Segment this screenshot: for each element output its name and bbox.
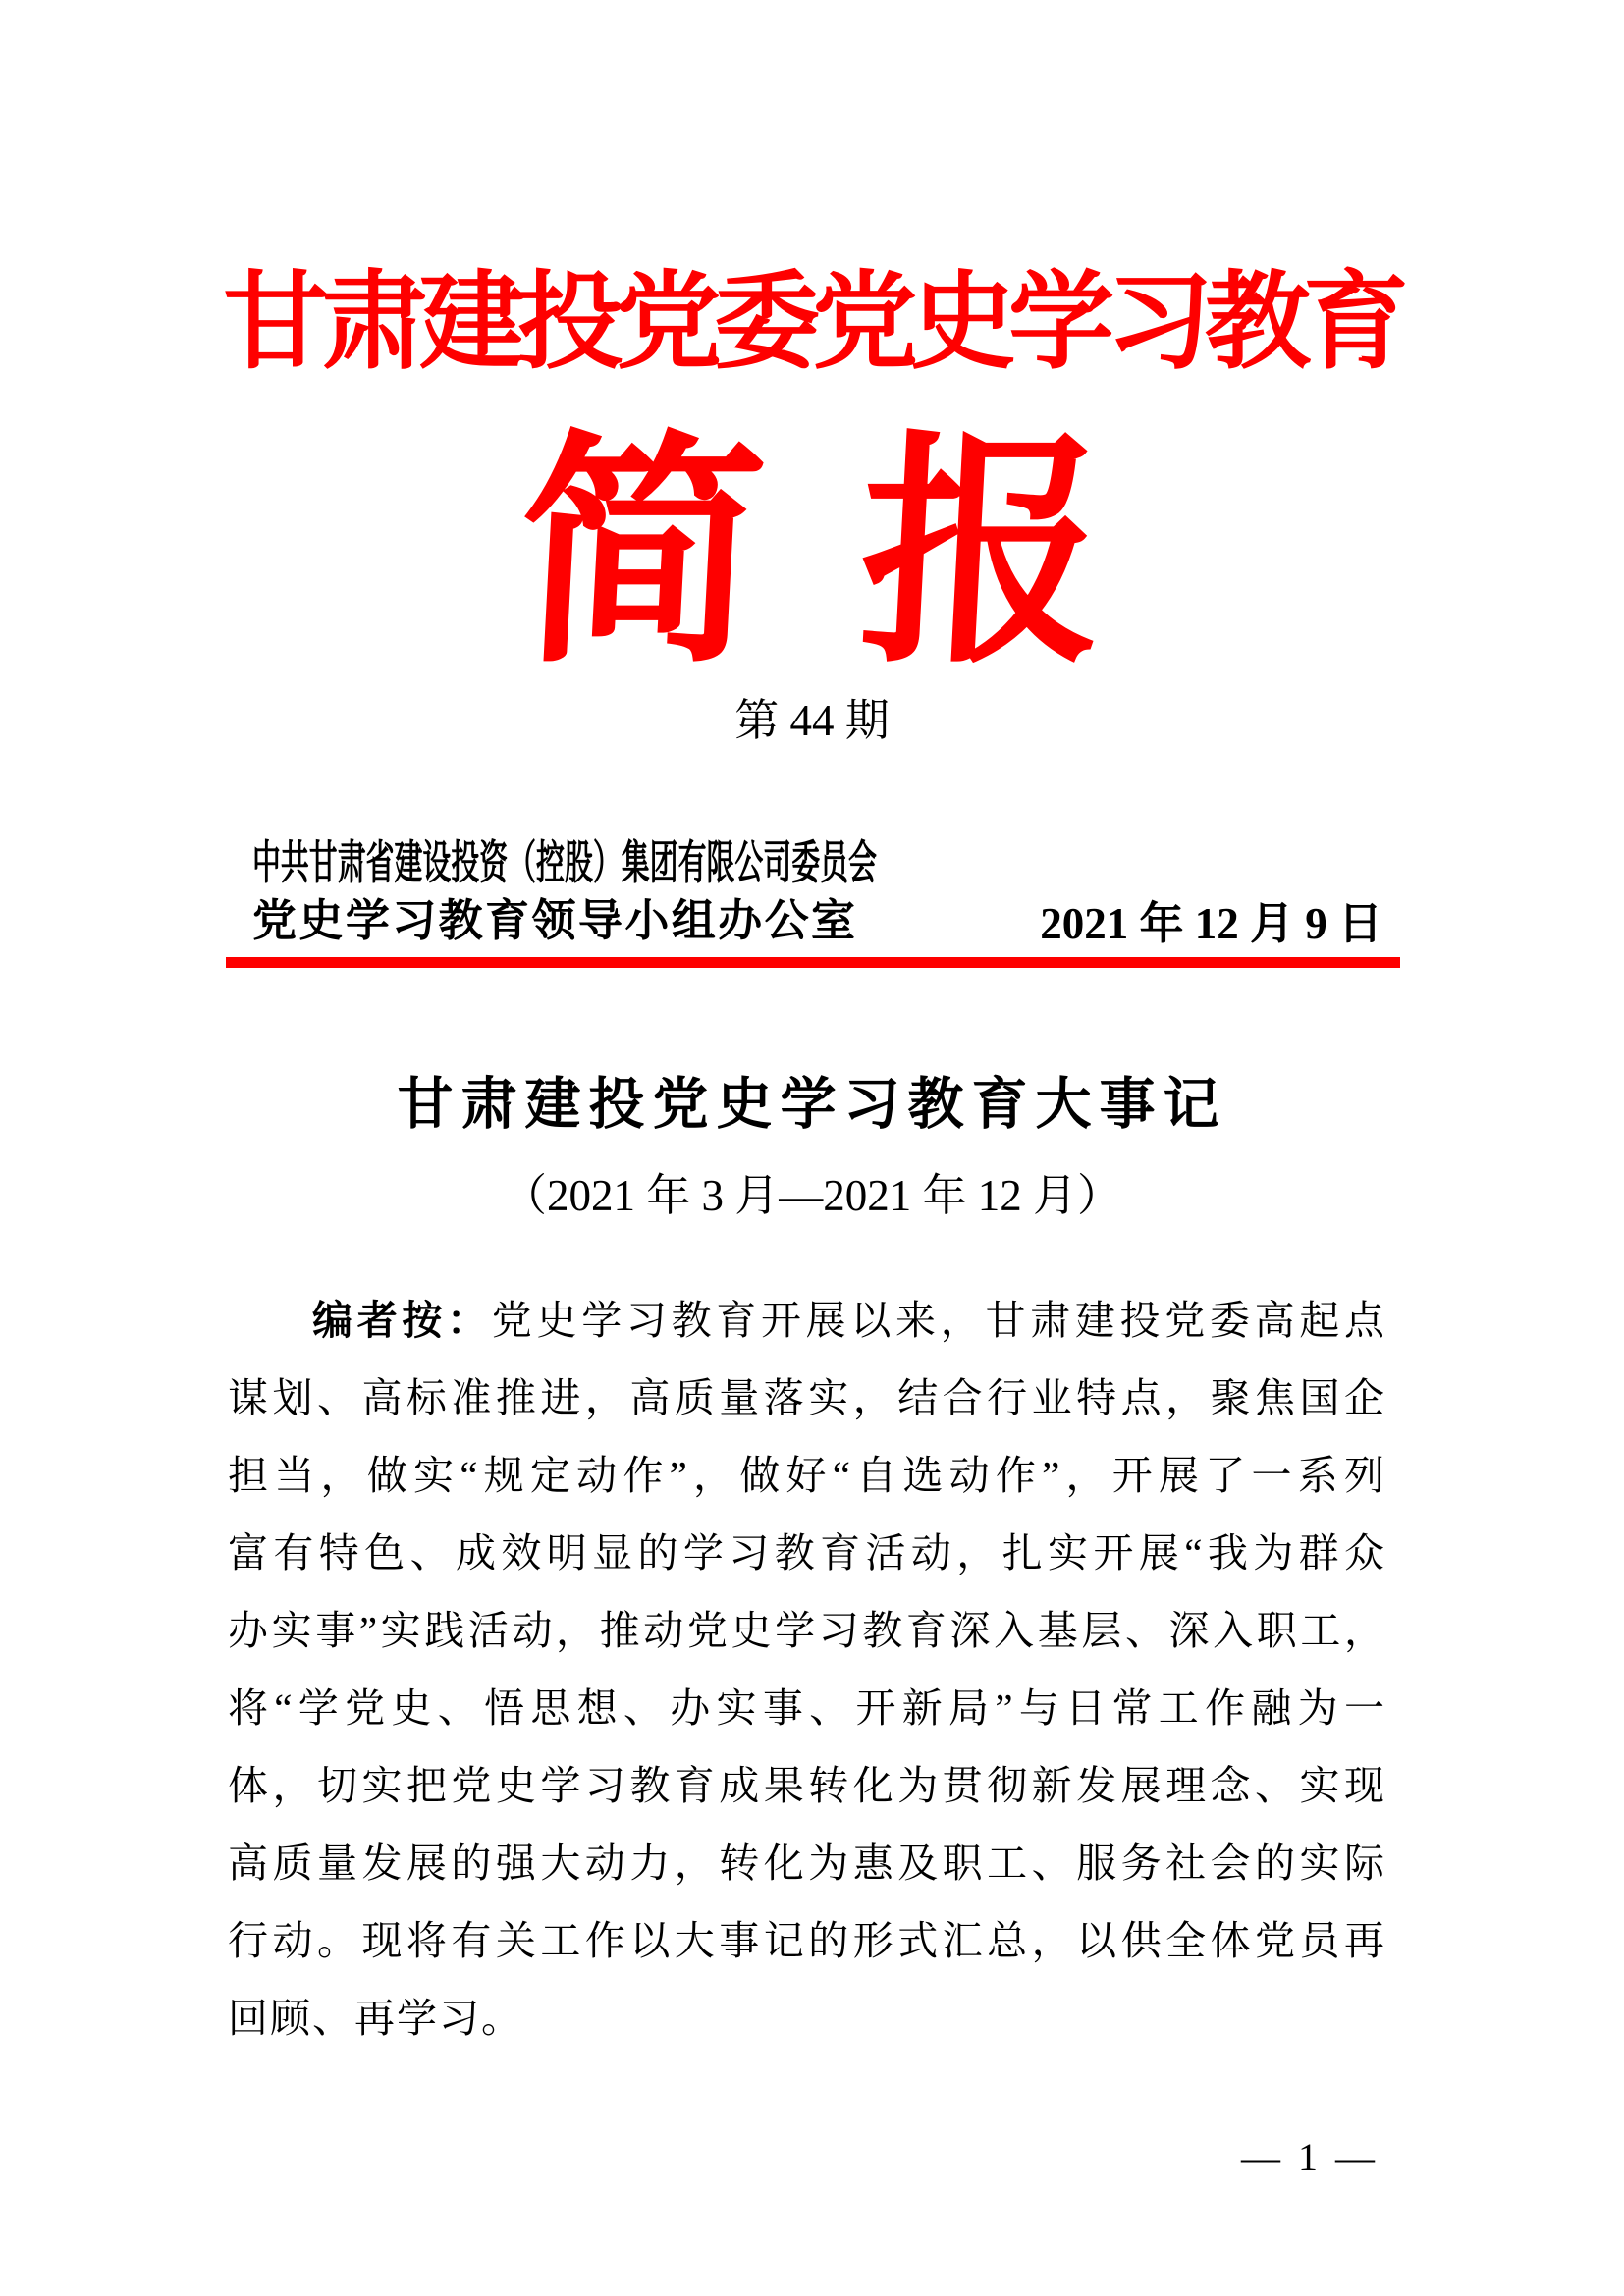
issue-date: 2021 年 12 月 9 日: [1040, 899, 1382, 948]
red-divider: [226, 957, 1400, 968]
issuer-committee-line: 中共甘肃省建设投资（控股）集团有限公司委员会: [252, 838, 877, 889]
body-line: 高质量发展的强大动力，转化为惠及职工、服务社会的实际: [228, 1841, 1386, 1886]
article-subtitle: （2021 年 3 月—2021 年 12 月）: [502, 1171, 1121, 1220]
body-line-text: 党史学习教育开展以来，甘肃建投党委高起点: [491, 1298, 1387, 1343]
body-line: 富有特色、成效明显的学习教育活动，扎实开展“我为群众: [228, 1530, 1386, 1575]
article-body: [228, 1282, 1386, 2057]
body-line: 体，切实把党史学习教育成果转化为贯彻新发展理念、实现: [228, 1763, 1386, 1808]
body-line: [228, 1282, 1386, 1360]
issue-number: 第 44 期: [734, 696, 890, 745]
bulletin-char-jian: 简: [511, 420, 772, 692]
editor-note-label: 编者按：: [312, 1298, 492, 1343]
body-line: 行动。现将有关工作以大事记的形式汇总，以供全体党员再: [228, 1918, 1386, 1963]
bulletin-char-bao: 报: [852, 420, 1113, 692]
body-line: 谋划、高标准推进，高质量落实，结合行业特点，聚焦国企: [228, 1375, 1386, 1420]
masthead-title: 甘肃建投党委党史学习教育: [222, 265, 1401, 382]
bulletin-title: [0, 420, 1624, 692]
page-number: — 1 —: [1241, 2135, 1379, 2179]
issuer-office-line: 党史学习教育领导小组办公室: [252, 896, 855, 945]
body-line: 回顾、再学习。: [228, 1996, 523, 2041]
body-line: 将“学党史、悟思想、办实事、开新局”与日常工作融为一: [228, 1685, 1386, 1731]
body-line: 办实事”实践活动，推动党史学习教育深入基层、深入职工，: [228, 1608, 1386, 1653]
article-title: 甘肃建投党史学习教育大事记: [397, 1074, 1227, 1136]
body-line: 担当，做实“规定动作”，做好“自选动作”，开展了一系列: [228, 1453, 1386, 1498]
